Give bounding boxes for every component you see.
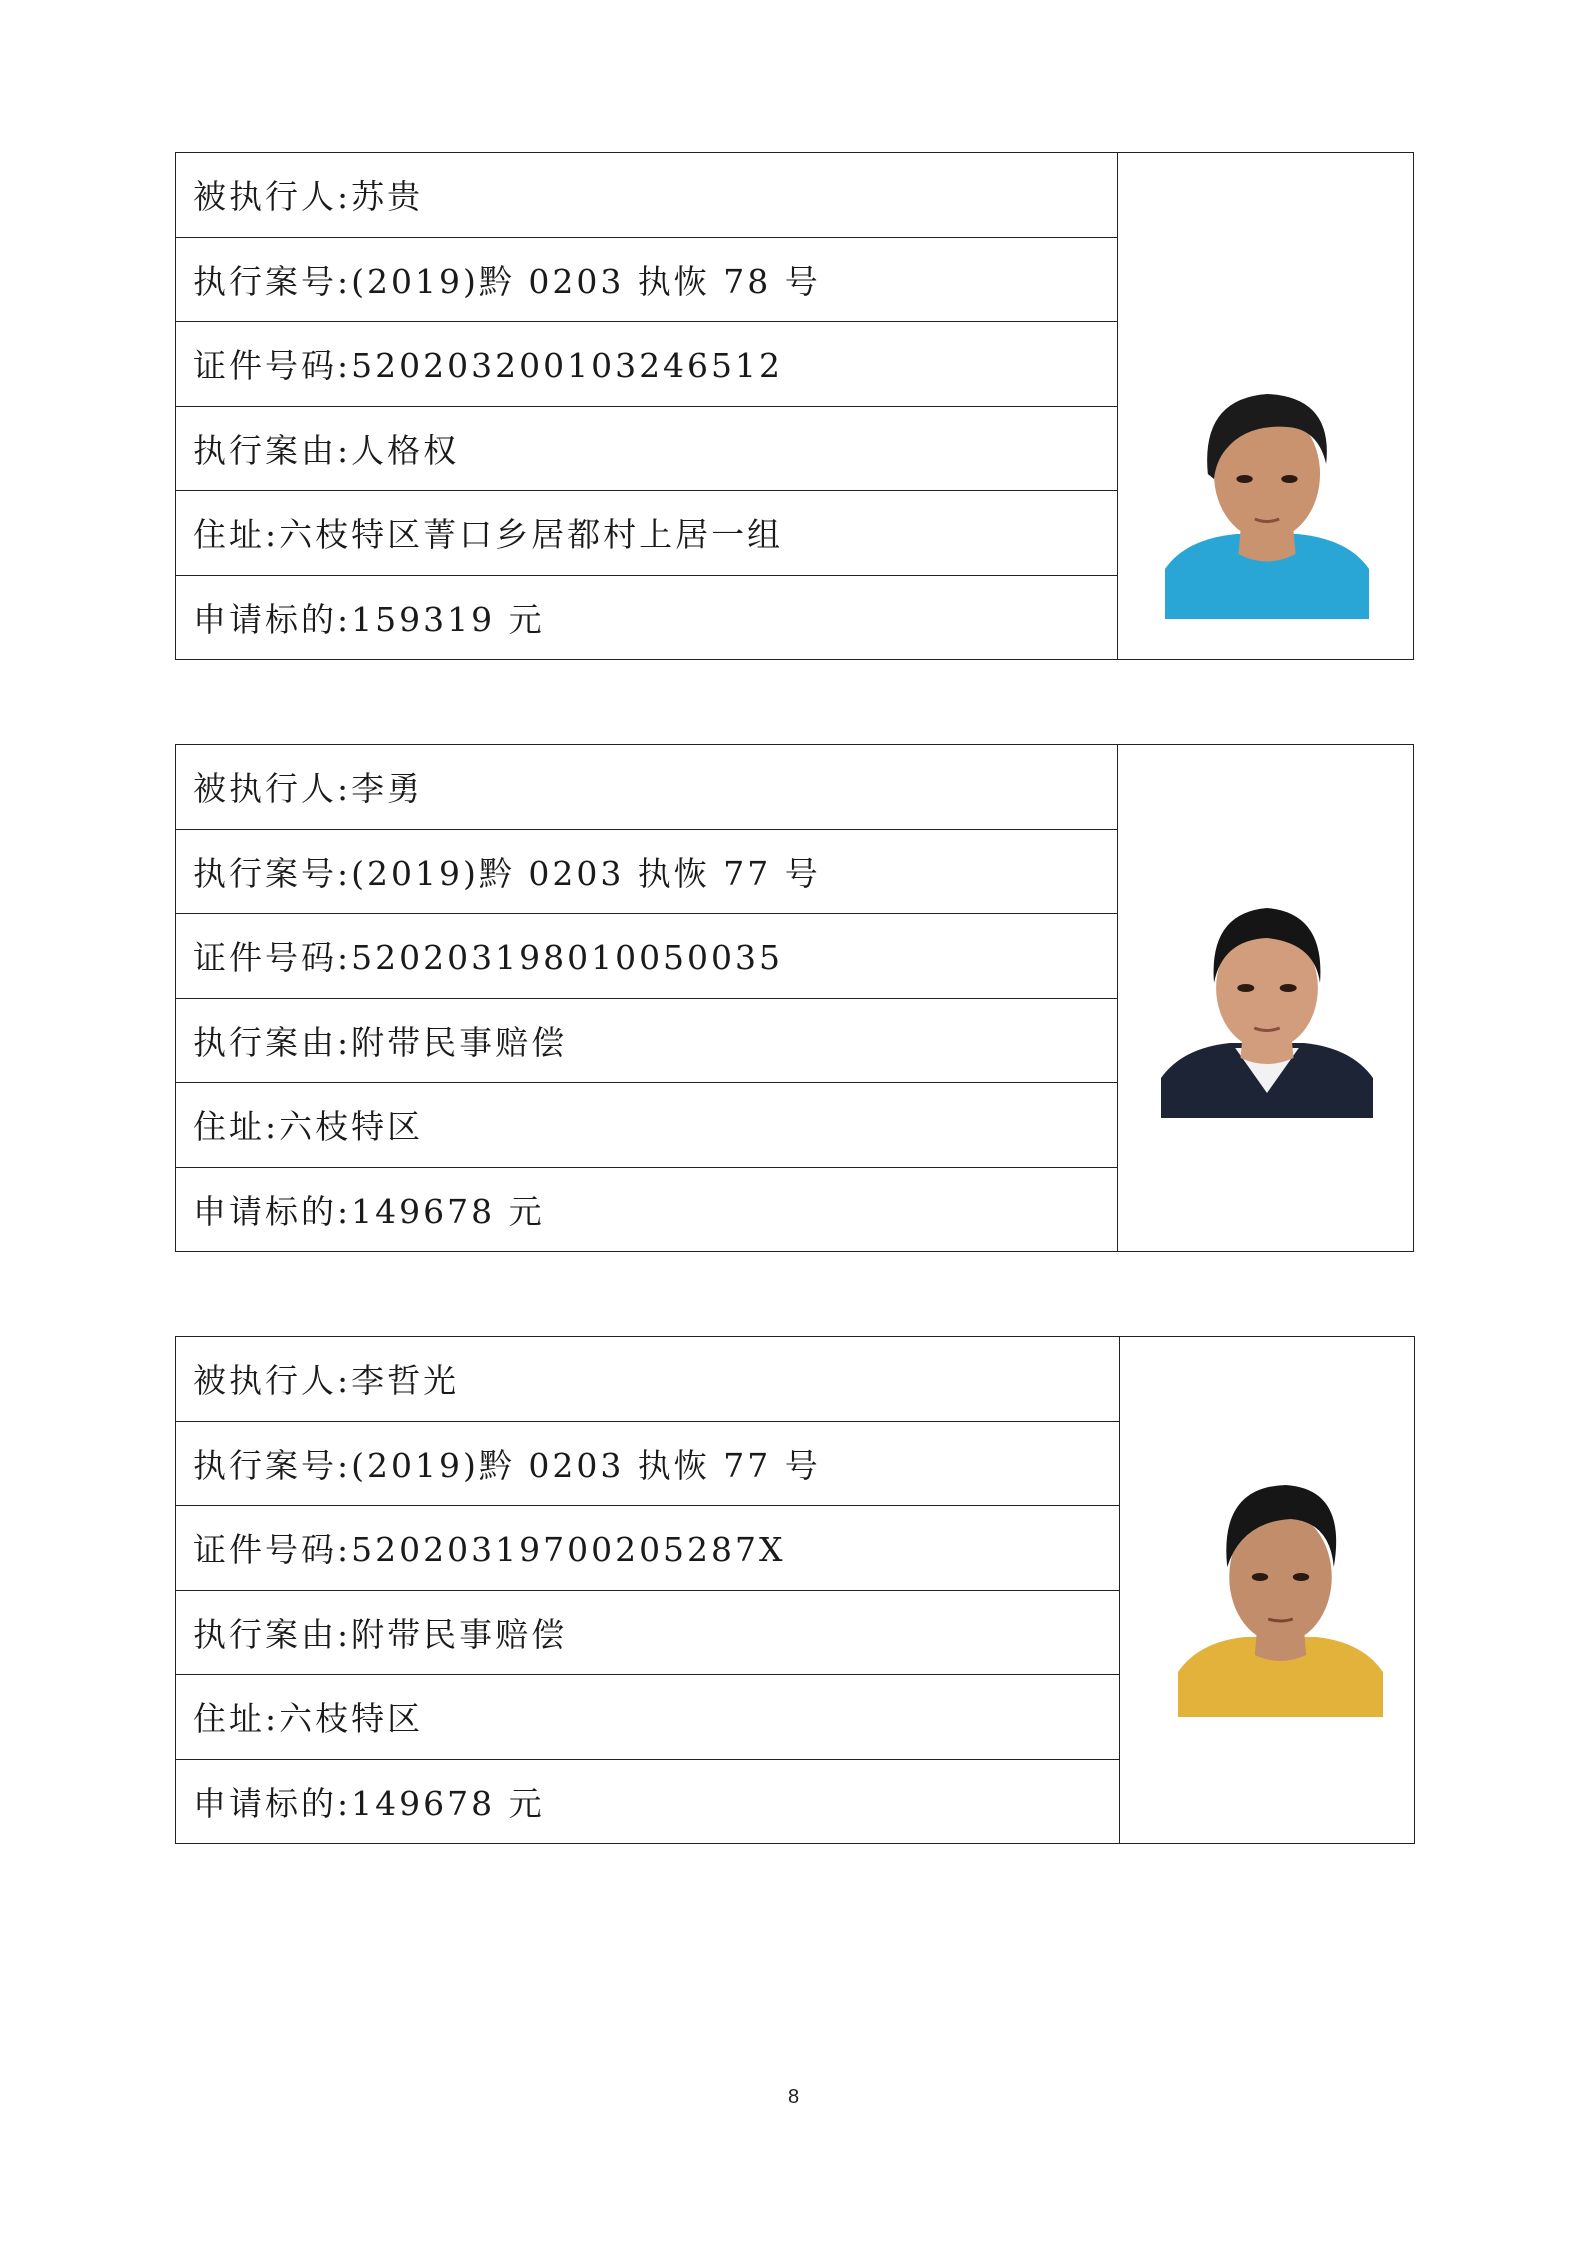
person-record-2: [175, 744, 1414, 1252]
case-number-row: 执行案号:(2019)黔 0203 执恢 77 号: [176, 1422, 1119, 1507]
address-row: 住址:六枝特区菁口乡居都村上居一组: [176, 491, 1117, 576]
id-number-row: 证件号码:520203200103246512: [176, 322, 1117, 407]
address-row: 住址:六枝特区: [176, 1083, 1117, 1168]
case-number-row: 执行案号:(2019)黔 0203 执恢 78 号: [176, 238, 1117, 323]
photo-cell: [1118, 745, 1413, 1251]
record-fields: [176, 153, 1118, 659]
id-number-row: 证件号码:52020319700205287X: [176, 1506, 1119, 1591]
portrait-photo-icon: [1165, 369, 1369, 619]
case-number-row: 执行案号:(2019)黔 0203 执恢 77 号: [176, 830, 1117, 915]
person-record-3: [175, 1336, 1415, 1844]
amount-row: 申请标的:159319 元: [193, 599, 545, 639]
portrait-photo-icon: [1178, 1467, 1383, 1717]
amount-row: 申请标的:149678 元: [193, 1191, 545, 1231]
name-row: 被执行人:苏贵: [176, 153, 1117, 238]
portrait-photo-icon: [1161, 888, 1373, 1118]
person-record-1: [175, 152, 1414, 660]
id-number-row: 证件号码:520203198010050035: [176, 914, 1117, 999]
case-cause-row: 执行案由:附带民事赔偿: [176, 999, 1117, 1084]
case-cause-row: 执行案由:人格权: [176, 407, 1117, 492]
photo-cell: [1120, 1337, 1414, 1843]
photo-cell: [1118, 153, 1413, 659]
name-row: 被执行人:李勇: [176, 745, 1117, 830]
record-fields: [176, 745, 1118, 1251]
case-cause-row: 执行案由:附带民事赔偿: [176, 1591, 1119, 1676]
name-row: 被执行人:李哲光: [176, 1337, 1119, 1422]
record-fields: [176, 1337, 1120, 1843]
address-row: 住址:六枝特区: [176, 1675, 1119, 1760]
amount-row: 申请标的:149678 元: [193, 1783, 545, 1823]
page-number: 8: [787, 2086, 800, 2108]
